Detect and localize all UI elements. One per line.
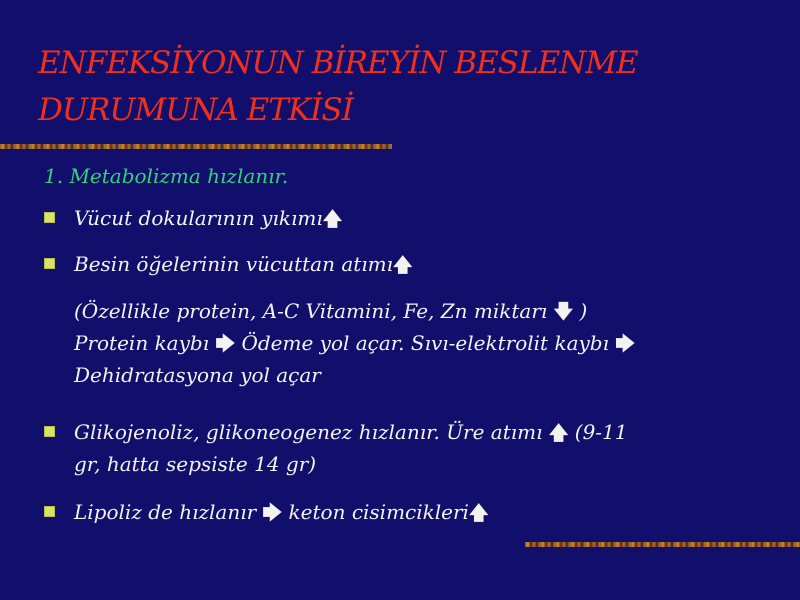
square-bullet-icon: [44, 212, 55, 223]
right-arrow-icon: 🡆: [215, 333, 236, 355]
bullet-line-2: gr, hatta sepsiste 14 gr): [74, 452, 317, 476]
title-line-2: DURUMUNA ETKİSİ: [38, 92, 353, 128]
note-text: Protein kaybı: [74, 331, 210, 355]
bullet-label: keton cisimcikleri: [288, 500, 469, 524]
down-arrow-icon: 🡇: [553, 301, 574, 323]
note-text: (Özellikle protein, A-C Vitamini, Fe, Zn miktarı: [74, 299, 548, 323]
up-arrow-icon: 🡅: [468, 502, 489, 524]
square-bullet-icon: [44, 258, 55, 269]
title-line-1: ENFEKSİYONUN BİREYİN BESLENME: [38, 45, 638, 81]
bullet-label: (9-11: [568, 420, 628, 444]
note-block: [74, 296, 724, 391]
up-arrow-icon: 🡅: [322, 208, 343, 230]
decorative-divider-bottom: [525, 542, 800, 547]
slide-title: [38, 40, 778, 134]
decorative-divider-top: [0, 144, 392, 149]
note-close-paren: ): [579, 299, 588, 323]
note-line-1: [74, 296, 724, 328]
note-line-3: Dehidratasyona yol açar: [74, 363, 321, 387]
up-arrow-icon: 🡅: [393, 254, 413, 276]
right-arrow-icon: 🡆: [262, 502, 283, 524]
bullet-label: Vücut dokularının yıkımı: [74, 206, 323, 230]
bullet-text: [74, 203, 724, 235]
bullet-text: [74, 497, 724, 529]
note-line-2: [74, 328, 724, 360]
subheading: 1. Metabolizma hızlanır.: [44, 164, 289, 188]
bullet-label: Glikojenoliz, glikoneogenez hızlanır. Üre atımı: [74, 420, 543, 444]
square-bullet-icon: [44, 426, 55, 437]
bullet-label: Besin öğelerinin vücuttan atımı: [74, 252, 394, 276]
square-bullet-icon: [44, 506, 55, 517]
up-arrow-icon: 🡅: [548, 422, 569, 444]
bullet-text: [74, 249, 724, 281]
bullet-line-1: [74, 417, 724, 449]
bullet-text: [74, 417, 724, 480]
bullet-label: Lipoliz de hızlanır: [74, 500, 257, 524]
right-arrow-icon: 🡆: [615, 333, 635, 355]
note-text: Ödeme yol açar. Sıvı-elektrolit kaybı: [241, 331, 609, 355]
